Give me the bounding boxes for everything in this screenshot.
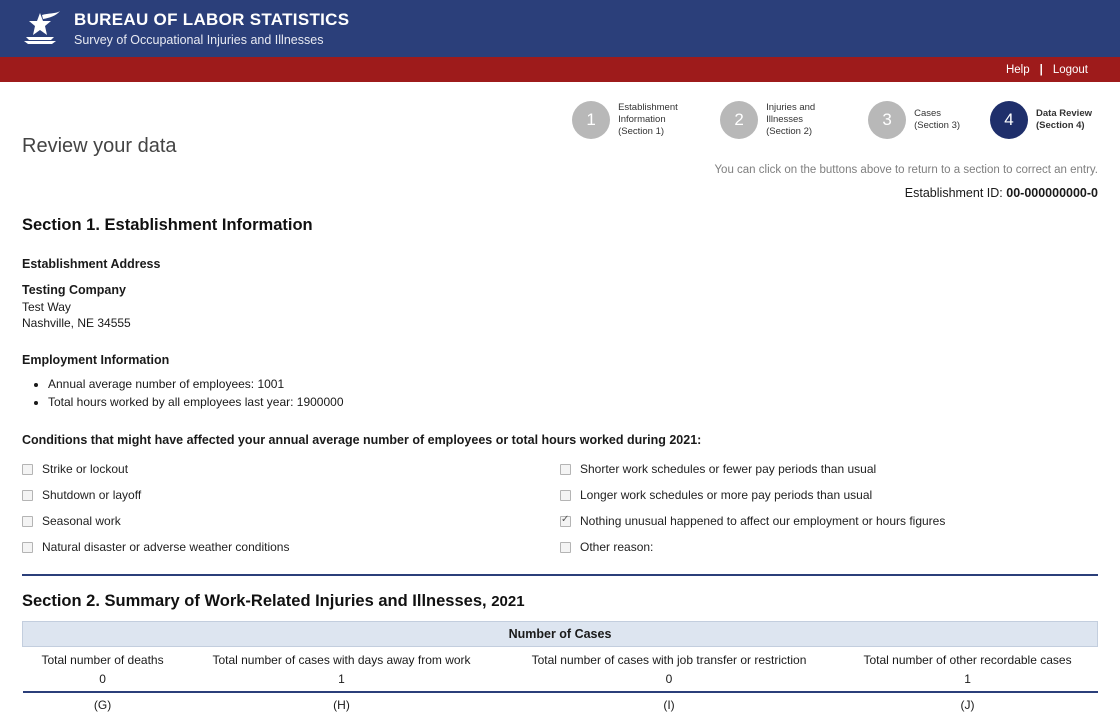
page-title: Review your data [22, 135, 177, 157]
step-title: Injuries and Illnesses [766, 102, 816, 126]
step-label [1036, 108, 1092, 132]
section-2-heading-text: Section 2. Summary of Work-Related Injuries and Illnesses, [22, 592, 487, 611]
column-header-days-away: Total number of cases with days away from work [212, 653, 471, 668]
table-banner-label: Number of Cases [23, 622, 1098, 647]
step-number: 3 [868, 101, 906, 139]
checkbox-icon[interactable] [560, 516, 571, 527]
site-header [0, 0, 1120, 57]
conditions-heading-year: 2021: [669, 433, 702, 448]
conditions-heading-text: Conditions that might have affected your annual average number of employees or total hours worked during [22, 433, 666, 448]
checkbox-icon[interactable] [560, 490, 571, 501]
page-title-row [0, 135, 1120, 176]
condition-strike-or-lockout[interactable] [22, 456, 560, 482]
agency-title: BUREAU OF LABOR STATISTICS [74, 10, 350, 30]
letter-g: (G) [93, 698, 112, 713]
establishment-id-label: Establishment ID: [904, 186, 1003, 200]
step-label [618, 102, 690, 138]
letter-i: (I) [663, 698, 675, 713]
condition-label: Other reason: [580, 540, 654, 555]
step-title: Establishment Information [618, 102, 678, 126]
employment-information-list [22, 375, 1098, 411]
column-header-deaths: Total number of deaths [41, 653, 164, 668]
nav-separator: | [1039, 63, 1043, 76]
step-number: 1 [572, 101, 610, 139]
step-title: Data Review [1036, 108, 1092, 120]
condition-label: Strike or lockout [42, 462, 129, 477]
step-subtitle: (Section 4) [1036, 120, 1085, 131]
list-item: • Total hours worked by all employees last year: 1900000 [48, 393, 1098, 411]
value-days-away: 1 [183, 670, 501, 692]
checkbox-icon[interactable] [22, 542, 33, 553]
street-address: Test Way [22, 299, 71, 314]
logout-link[interactable]: Logout [1052, 63, 1088, 76]
section-2-heading [22, 592, 1098, 611]
condition-longer-work-schedules[interactable] [560, 482, 1098, 508]
step-subtitle: (Section 1) [618, 125, 665, 137]
city-state-zip: Nashville, NE 34555 [22, 316, 131, 331]
step-title: Cases [914, 108, 942, 120]
number-of-cases-table [22, 621, 1098, 718]
step-number: 4 [990, 101, 1028, 139]
section-divider [22, 574, 1098, 576]
step-cases[interactable] [868, 101, 960, 139]
checkbox-icon[interactable] [22, 464, 33, 475]
establishment-address-heading: Establishment Address [22, 257, 161, 271]
conditions-heading [22, 433, 1098, 447]
step-data-review[interactable] [990, 101, 1092, 139]
column-header-job-transfer: Total number of cases with job transfer or restriction [531, 653, 807, 668]
conditions-checkbox-grid [22, 456, 1098, 560]
checkbox-icon[interactable] [22, 490, 33, 501]
agency-subtitle: Survey of Occupational Injuries and Illnesses [74, 32, 324, 47]
letter-h: (H) [333, 698, 350, 713]
section-2-heading-year: 2021 [491, 593, 525, 611]
stepper-hint: You can click on the buttons above to return to a section to correct an entry. [714, 164, 1098, 176]
condition-nothing-unusual[interactable] [560, 508, 1098, 534]
condition-label: Nothing unusual happened to affect our employment or hours figures [580, 514, 946, 529]
table-banner-row [23, 622, 1098, 647]
condition-shorter-work-schedules[interactable] [560, 456, 1098, 482]
table-letter-row [23, 692, 1098, 718]
step-injuries-and-illnesses[interactable] [720, 101, 838, 139]
progress-stepper [0, 82, 1120, 139]
condition-natural-disaster[interactable] [22, 534, 560, 560]
letter-j: (J) [960, 698, 975, 713]
step-label [914, 108, 960, 132]
condition-label: Natural disaster or adverse weather conditions [42, 540, 290, 555]
agency-branding [74, 10, 349, 47]
condition-other-reason[interactable] [560, 534, 1098, 560]
conditions-left-column [22, 456, 560, 560]
step-number: 2 [720, 101, 758, 139]
list-item: • Annual average number of employees: 1001 [48, 375, 1098, 393]
condition-seasonal-work[interactable] [22, 508, 560, 534]
step-subtitle: (Section 3) [914, 120, 961, 131]
establishment-id [22, 186, 1098, 200]
condition-label: Seasonal work [42, 514, 121, 529]
condition-label: Longer work schedules or more pay periods than usual [580, 488, 873, 503]
company-name: Testing Company [22, 283, 126, 297]
establishment-id-value: 00-000000000-0 [1006, 186, 1098, 200]
conditions-right-column [560, 456, 1098, 560]
establishment-address [22, 282, 1098, 331]
step-label [766, 102, 838, 138]
bls-eagle-logo-icon [18, 7, 62, 51]
step-subtitle: (Section 2) [766, 125, 813, 137]
condition-label: Shutdown or layoff [42, 488, 142, 503]
value-job-transfer: 0 [500, 670, 837, 692]
checkbox-icon[interactable] [22, 516, 33, 527]
table-value-row [23, 670, 1098, 692]
checkbox-icon[interactable] [560, 542, 571, 553]
value-deaths: 0 [23, 670, 183, 692]
table-header-row [23, 647, 1098, 671]
section-1-heading: Section 1. Establishment Information [22, 216, 313, 234]
condition-label: Shorter work schedules or fewer pay periods than usual [580, 462, 877, 477]
utility-nav-bar [0, 57, 1120, 82]
employment-information-heading: Employment Information [22, 353, 170, 368]
help-link[interactable]: Help [1005, 63, 1030, 76]
condition-shutdown-or-layoff[interactable] [22, 482, 560, 508]
step-establishment-information[interactable] [572, 101, 690, 139]
checkbox-icon[interactable] [560, 464, 571, 475]
column-header-other-recordable: Total number of other recordable cases [863, 653, 1072, 668]
value-other-recordable: 1 [838, 670, 1098, 692]
